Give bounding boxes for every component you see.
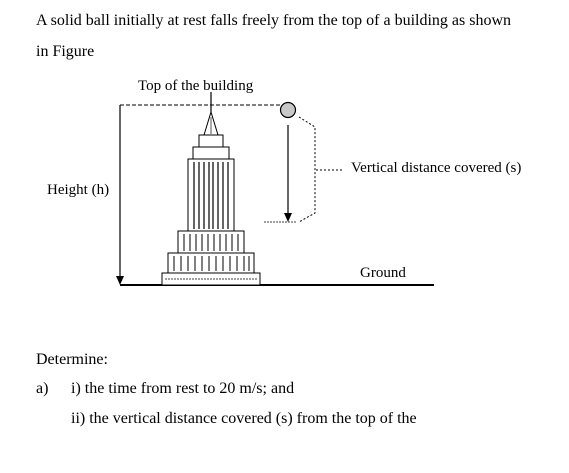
ground-label: Ground (360, 265, 406, 281)
building-icon (162, 92, 260, 285)
part-a-label: a) (36, 380, 49, 397)
intro-line-1: A solid ball initially at rest falls freely from the top of a building as shown (36, 12, 512, 29)
ball-icon (281, 103, 296, 118)
intro-line-2: in Figure (36, 43, 95, 60)
distance-bracket (299, 117, 315, 222)
vertical-distance-label: Vertical distance covered (s) (351, 160, 522, 176)
question-i: i) the time from rest to 20 m/s; and (71, 380, 295, 397)
height-arrowhead (116, 276, 124, 285)
determine-heading: Determine: (36, 351, 108, 368)
question-ii: ii) the vertical distance covered (s) from the top of the (71, 410, 417, 427)
fall-arrowhead (284, 213, 292, 222)
top-of-building-label: Top of the building (138, 78, 254, 94)
height-label: Height (h) (47, 182, 110, 198)
